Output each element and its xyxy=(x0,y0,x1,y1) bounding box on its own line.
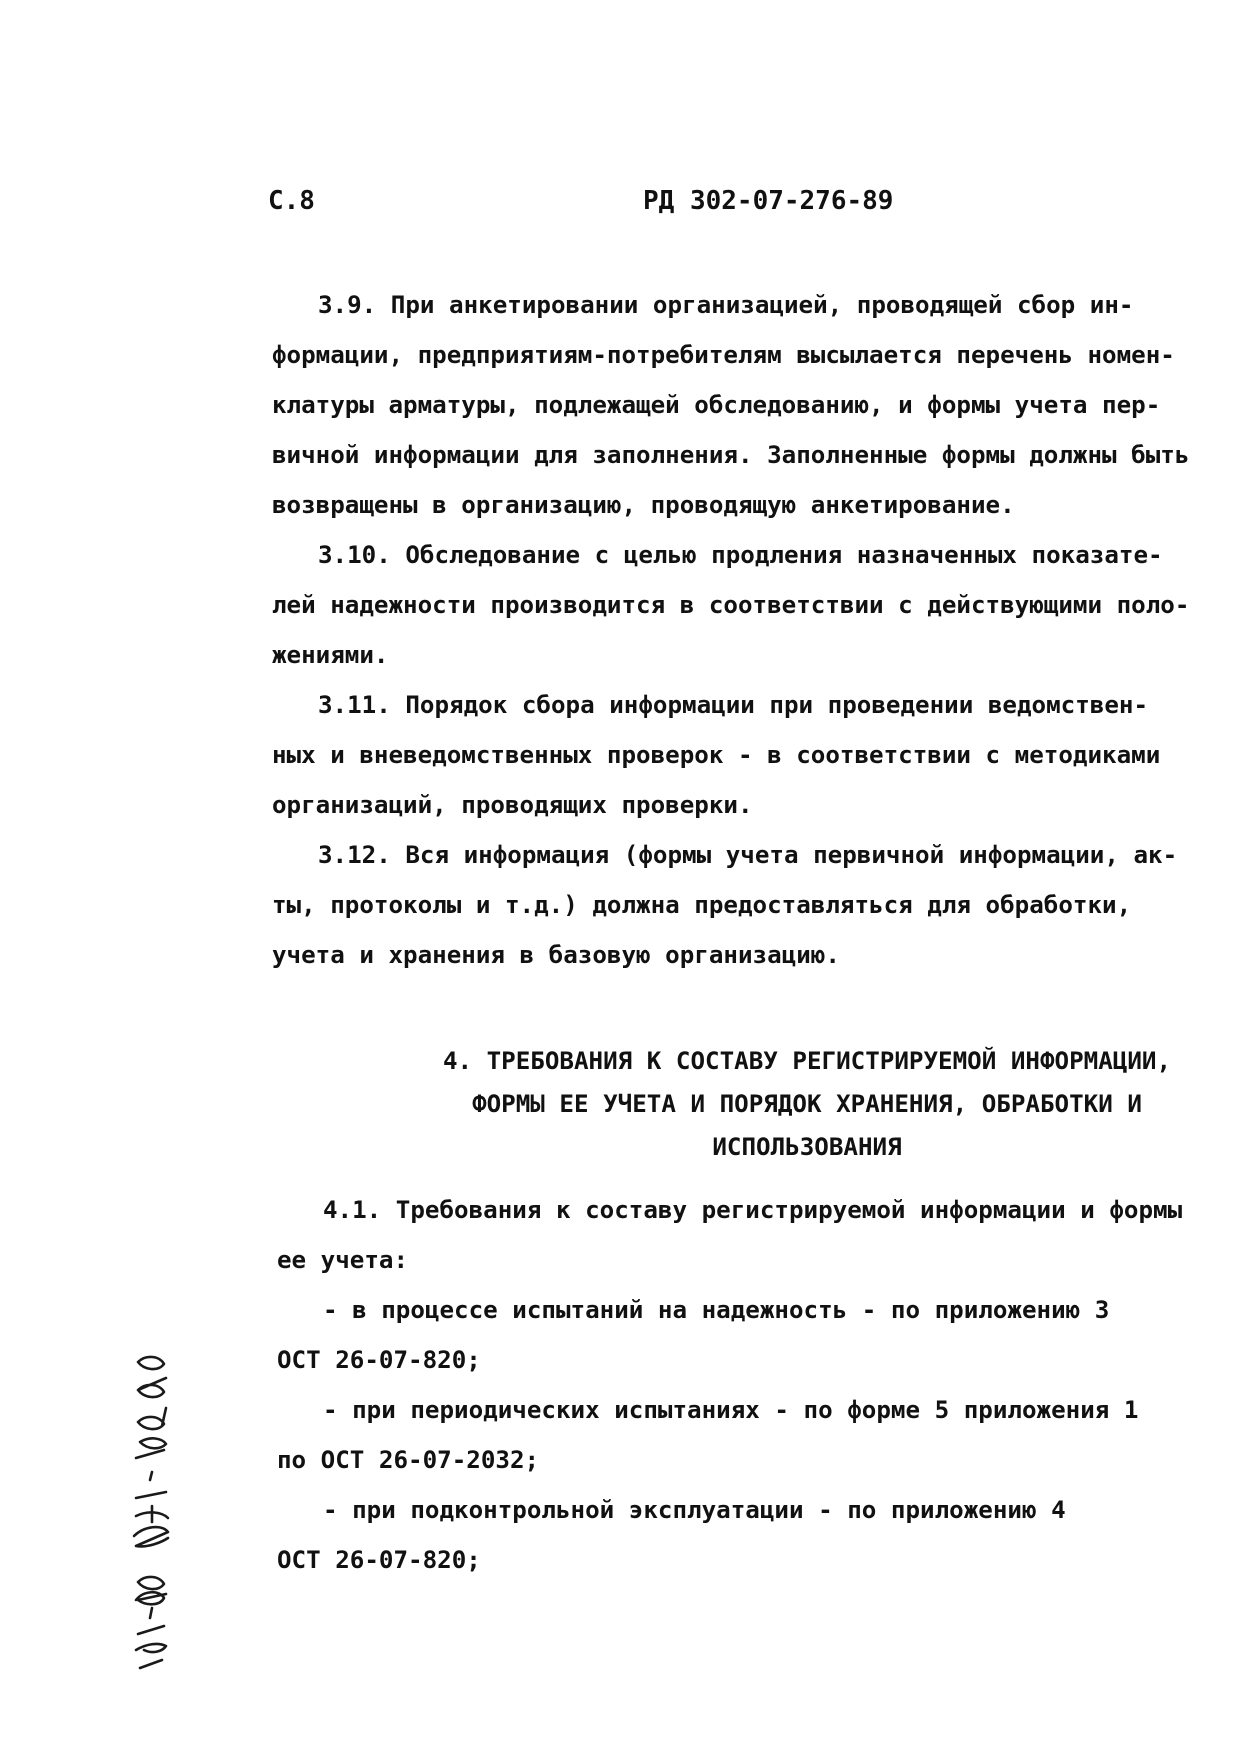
text-line: 4.1. Требования к составу регистрируемой информации и формы xyxy=(323,1196,1183,1224)
text-line: ОСТ 26-07-820; xyxy=(277,1546,481,1574)
text-line: клатуры арматуры, подлежащей обследованию, и формы учета пер- xyxy=(272,391,1161,419)
text-line: ты, протоколы и т.д.) должна предоставляться для обработки, xyxy=(272,891,1132,919)
text-line: - в процессе испытаний на надежность - по приложению 3 xyxy=(323,1296,1110,1324)
list-item xyxy=(277,1485,1227,1585)
text-line: формации, предприятиям-потребителям высылается перечень номен- xyxy=(272,341,1175,369)
section-4-body xyxy=(277,1185,1227,1585)
text-line: ее учета: xyxy=(277,1246,409,1274)
text-line: учета и хранения в базовую организацию. xyxy=(272,941,840,969)
text-line: 3.12. Вся информация (формы учета первичной информации, ак- xyxy=(318,841,1178,869)
paragraph-3-10 xyxy=(272,530,1227,680)
text-line: жениями. xyxy=(272,641,389,669)
heading-line: 4. ТРЕБОВАНИЯ К СОСТАВУ РЕГИСТРИРУЕМОЙ ИНФОРМАЦИИ, xyxy=(442,1047,1172,1075)
text-line: - при периодических испытаниях - по форме 5 приложения 1 xyxy=(323,1396,1139,1424)
handwriting-signature xyxy=(122,1338,182,1678)
text-line: вичной информации для заполнения. Заполненные формы должны быть xyxy=(272,441,1190,469)
document-code: РД 302-07-276-89 xyxy=(643,186,894,216)
text-line: лей надежности производится в соответствии с действующими поло- xyxy=(272,591,1190,619)
paragraph-3-12 xyxy=(272,830,1227,980)
text-line: - при подконтрольной эксплуатации - по приложению 4 xyxy=(323,1496,1066,1524)
text-line: по ОСТ 26-07-2032; xyxy=(277,1446,540,1474)
list-item xyxy=(277,1385,1227,1485)
text-line: 3.9. При анкетировании организацией, проводящей сбор ин- xyxy=(318,291,1134,319)
page-number: С.8 xyxy=(268,186,315,216)
section-4-heading xyxy=(412,1040,1202,1169)
text-line: ОСТ 26-07-820; xyxy=(277,1346,481,1374)
handwritten-margin-note xyxy=(122,1338,182,1678)
heading-line: ИСПОЛЬЗОВАНИЯ xyxy=(712,1133,902,1161)
text-line: возвращены в организацию, проводящую анкетирование. xyxy=(272,491,1015,519)
text-line: ных и вневедомственных проверок - в соответствии с методиками xyxy=(272,741,1161,769)
text-line: организаций, проводящих проверки. xyxy=(272,791,753,819)
text-line: 3.10. Обследование с целью продления назначенных показате- xyxy=(318,541,1163,569)
paragraph-3-11 xyxy=(272,680,1227,830)
list-item xyxy=(277,1285,1227,1385)
paragraph-4-1 xyxy=(277,1185,1227,1285)
heading-line: ФОРМЫ ЕЕ УЧЕТА И ПОРЯДОК ХРАНЕНИЯ, ОБРАБОТКИ И xyxy=(472,1090,1142,1118)
page-header xyxy=(268,186,1148,226)
section-3-body xyxy=(272,280,1227,980)
text-line: 3.11. Порядок сбора информации при проведении ведомствен- xyxy=(318,691,1149,719)
paragraph-3-9 xyxy=(272,280,1227,530)
